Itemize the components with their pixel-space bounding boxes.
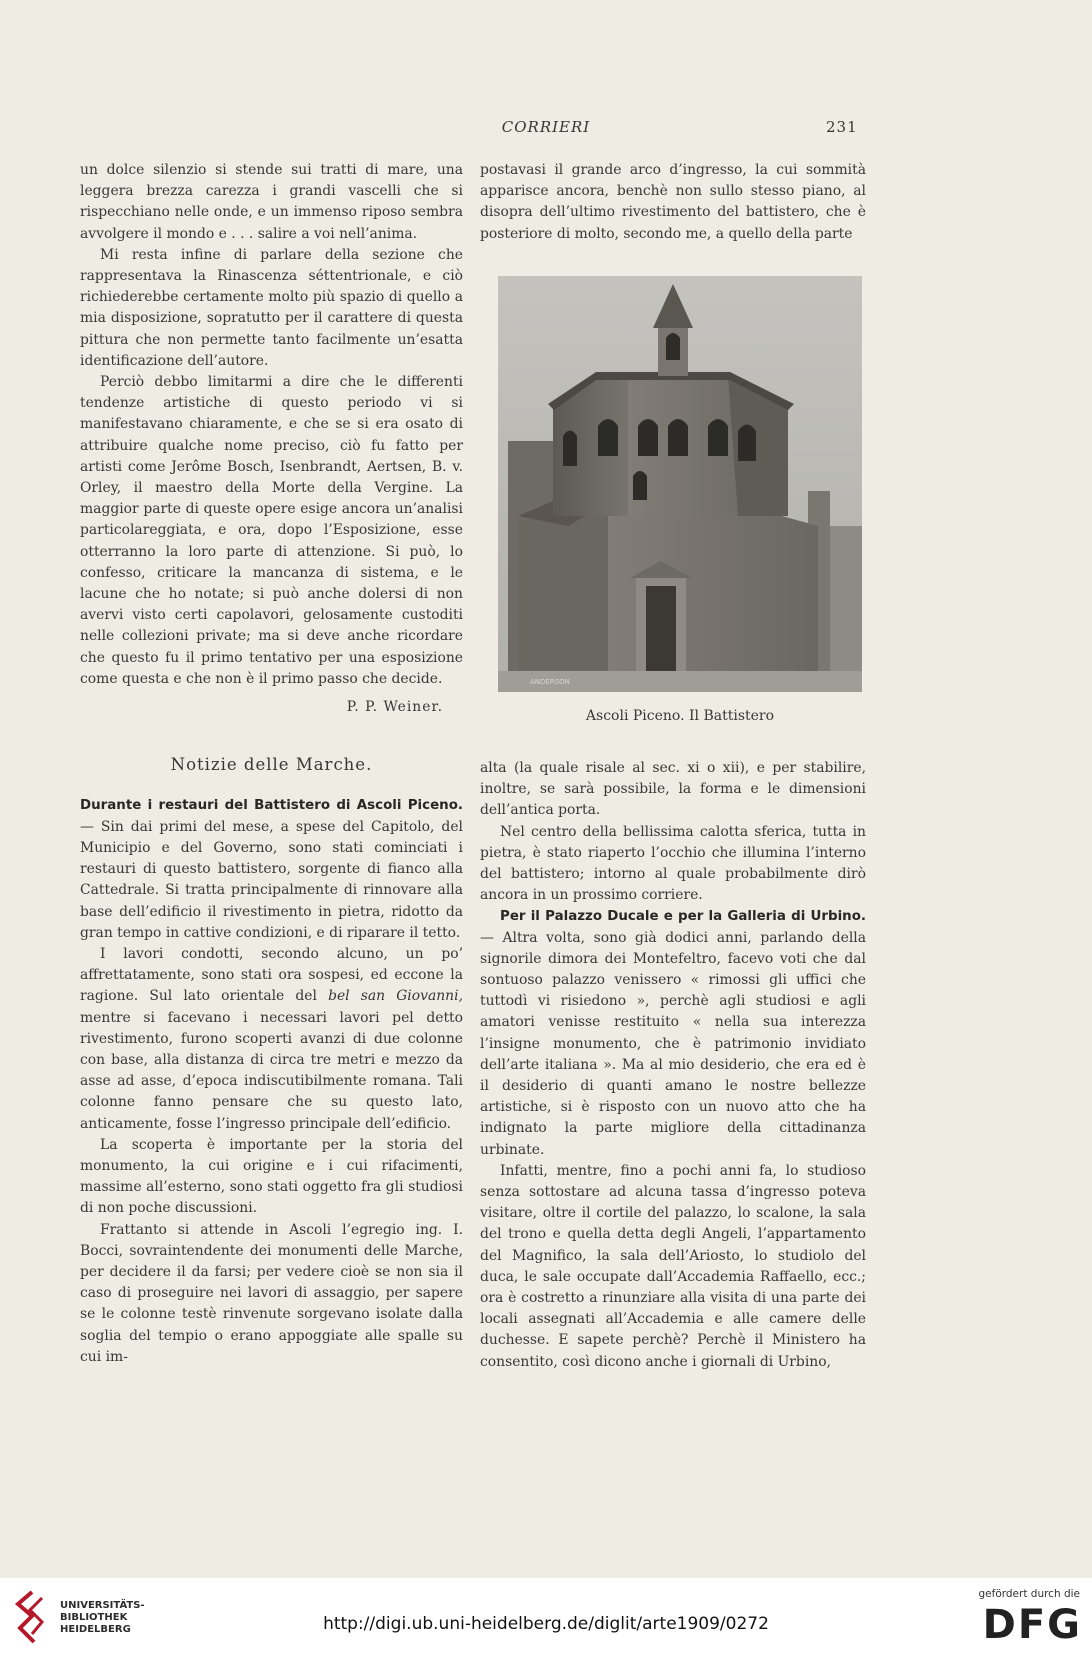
- paragraph: Infatti, mentre, fino a pochi anni fa, lo studioso senza sottostare ad alcuna tassa d’ingresso poteva visitare, oltre il cortile del palazzo, lo scalone, la sala del trono e quella detta degli Angeli, l’appartamento del Magnifico, la sala dell’Ariosto, lo studiolo del duca, le sale occupate dall’Accademia Raffaello, ecc.; ora è costretto a rinunziare alla visita di una parte dei locali assegnati all’Accademia e alle camere delle duchesse. E sapete perchè? Perchè il Ministero ha consentito, così dicono anche i giornali di Urbino,: [480, 1162, 866, 1370]
- dfg-logo: DFG: [982, 1602, 1082, 1648]
- author-signature: P. P. Weiner.: [346, 699, 443, 716]
- article-lead-paragraph: [480, 906, 866, 1160]
- battistero-photograph: [498, 276, 862, 692]
- article-lead-paragraph: [80, 795, 463, 943]
- section-title: Notizie delle Marche.: [170, 755, 373, 775]
- left-column: [80, 160, 463, 1368]
- article-headline: Durante i restauri del Battistero di Ascoli Piceno.: [80, 798, 463, 814]
- library-name-line: UNIVERSITÄTS-: [60, 1600, 145, 1611]
- paragraph: [80, 944, 463, 1135]
- library-name-line: HEIDELBERG: [60, 1624, 131, 1635]
- running-header-title: CORRIERI: [501, 118, 591, 136]
- photo-caption: Ascoli Piceno. Il Battistero: [585, 708, 775, 724]
- page-number: 231: [826, 118, 858, 136]
- photo-watermark: ANDERSON: [530, 678, 570, 686]
- paragraph: alta (la quale risale al sec. xi o xii), e per stabilire, inoltre, se sarà possibile, la forma e le dimensioni dell’antica porta.: [480, 760, 866, 819]
- battistero-illustration: [498, 276, 862, 692]
- paragraph: La scoperta è importante per la storia del monumento, la cui origine e i cui rifacimenti, massime all’esterno, sono stati oggetto fra gli studiosi di non poche discussioni.: [80, 1136, 463, 1217]
- paragraph-text: I lavori condotti, secondo alcuno, un po’ affrettatamente, sono stati ora sospesi, ed eccone la ragione. Sul lato orientale del: [80, 945, 463, 1005]
- paragraph: Mi resta infine di parlare della sezione che rappresentava la Rinascenza séttentrionale, e ciò richiederebbe certamente molto più spazio di quello a mia disposizione, sopratutto per il carattere di questa pittura che non permette tanto facilmente un’esatta identificazione dell’autore.: [80, 246, 463, 369]
- right-column-bottom: [480, 758, 866, 1373]
- paragraph: un dolce silenzio si stende sui tratti di mare, una leggera brezza carezza i grandi vascelli che si rispecchiano nelle onde, e un immenso riposo sembra avvolgere il mondo e . . . salire a voi nell’anima.: [80, 162, 463, 242]
- paragraph: Nel centro della bellissima calotta sferica, tutta in pietra, è stato riaperto l’occhio che illumina l’interno del battistero; intorno al quale probabilmente dirò ancora in un prossimo corriere.: [480, 823, 866, 904]
- permalink-url[interactable]: http://digi.ub.uni-heidelberg.de/diglit/arte1909/0272: [323, 1614, 769, 1634]
- right-column-top: [480, 160, 866, 245]
- article-lead-text: — Altra volta, sono già dodici anni, parlando della signorile dimora dei Montefeltro, facevo voti che dal sontuoso palazzo venissero « rimossi gli uffici che tuttodì vi risiedono », perchè agli studiosi e agli amatori venisse restituito « nella sua interezza l’insigne monumento, che è patrimonio invidiato dell’arte italiana ». Ma al mio desiderio, che era ed è il desiderio di quanti amano le nostre bellezze artistiche, si è risposto con un nuovo atto che ha indignato la parte migliore della cittadinanza urbinate.: [480, 929, 866, 1158]
- italic-phrase: bel san Giovanni,: [328, 988, 463, 1005]
- paragraph: Frattanto si attende in Ascoli l’egregio ing. I. Bocci, sovraintendente dei monumenti delle Marche, per decidere il da farsi; per vedere cioè se non sia il caso di proseguire nei lavori di assaggio, per sapere se le colonne testè rinvenute sorgevano isolate dalla soglia del tempio o erano appoggiate alle spalle su cui im-: [80, 1221, 463, 1365]
- paragraph: Perciò debbo limitarmi a dire che le differenti tendenze artistiche di questo periodo vi si manifestavano chiaramente, e che se si era osato di attribuire qualche nome preciso, ciò fu fatto per artisti come Jerôme Bosch, Isenbrandt, Aertsen, B. v. Orley, il maestro della Morte della Vergine. La maggior parte di queste opere esige ancora un’analisi particolareggiata, e ora, dopo l’Esposizione, esse otterranno la loro parte di attenzione. Si può, lo confesso, criticare la mancanza di sistema, e le lacune che ho notate; si può anche dolersi di non avervi visto certi capolavori, gelosamente custoditi nelle collezioni private; ma si deve anche ricordare che questo fu il primo tentativo per una esposizione come questa e che non è il primo passo che decide.: [80, 374, 463, 687]
- paragraph-text: mentre si facevano i necessari lavori pel detto rivestimento, furono scoperti avanzi di due colonne con base, alla distanza di circa tre metri e mezzo da asse ad asse, d’epoca indiscutibilmente romana. Tali colonne fanno pensare che su questo lato, anticamente, fosse l’ingresso principale dell’edificio.: [80, 1009, 463, 1132]
- article-headline: Per il Palazzo Ducale e per la Galleria di Urbino.: [500, 909, 866, 925]
- paragraph: postavasi il grande arco d’ingresso, la cui sommità apparisce ancora, benchè non sullo stesso piano, al disopra dell’ultimo rivestimento del battistero, che è posteriore di molto, secondo me, a quello della parte: [480, 162, 866, 242]
- funded-by-label: gefördert durch die: [978, 1588, 1080, 1600]
- article-lead-text: — Sin dai primi del mese, a spese del Capitolo, del Municipio e del Governo, sono stati cominciati i restauri di questo battistero, sorgente di fianco alla Cattedrale. Si tratta principalmente di rinnovare alla base dell’edificio il rivestimento in pietra, ridotto da gran tempo in cattive condizioni, e di riparare il tetto.: [80, 818, 463, 941]
- library-name-line: BIBLIOTHEK: [60, 1612, 128, 1623]
